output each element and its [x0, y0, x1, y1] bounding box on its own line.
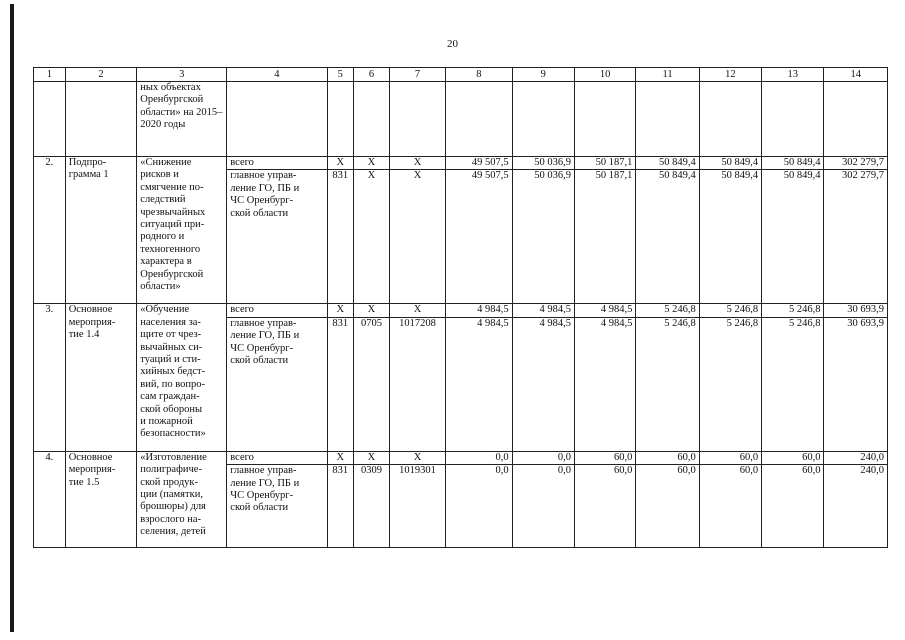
value-cell: 4 984,5 [446, 304, 512, 317]
value-cell: 5 246,8 [762, 304, 824, 317]
row-title: «Изготовление полиграфиче- ской продук- ции (памятки, брошюры) для взрослого на- селения, детей [137, 451, 227, 547]
value-cell: 4 984,5 [512, 317, 574, 451]
value-cell: 60,0 [636, 451, 699, 464]
executor-cell: главное управ- ление ГО, ПБ и ЧС Оренбург- ской области [227, 317, 327, 451]
header-cell: 6 [354, 68, 390, 82]
header-cell: 11 [636, 68, 699, 82]
code-cell: Х [389, 157, 445, 170]
value-cell: 50 036,9 [512, 157, 574, 170]
code-cell: Х [354, 451, 390, 464]
executor-cell: всего [227, 304, 327, 317]
code-cell: Х [389, 170, 445, 304]
code-cell: 831 [327, 317, 354, 451]
value-cell: 4 984,5 [574, 317, 635, 451]
scan-edge-bar [10, 4, 14, 632]
value-cell: 50 849,4 [699, 157, 761, 170]
value-cell: 60,0 [699, 451, 761, 464]
value-cell: 240,0 [824, 465, 888, 548]
value-cell: 30 693,9 [824, 317, 888, 451]
code-cell: Х [327, 157, 354, 170]
value-cell: 50 849,4 [636, 157, 699, 170]
value-cell: 5 246,8 [762, 317, 824, 451]
value-cell: 302 279,7 [824, 157, 888, 170]
value-cell: 60,0 [574, 451, 635, 464]
row-number: 3. [34, 304, 66, 451]
header-cell: 5 [327, 68, 354, 82]
row-title: «Снижение рисков и смягчение по- следствий чрезвычайных ситуаций при- родного и техногенного характера в Оренбургской области» [137, 157, 227, 304]
value-cell: 50 036,9 [512, 170, 574, 304]
continuation-row [34, 82, 888, 157]
value-cell: 60,0 [762, 465, 824, 548]
code-cell: Х [389, 304, 445, 317]
value-cell: 5 246,8 [636, 304, 699, 317]
header-cell: 9 [512, 68, 574, 82]
executor-cell: всего [227, 451, 327, 464]
code-cell: Х [389, 451, 445, 464]
header-cell: 14 [824, 68, 888, 82]
value-cell: 30 693,9 [824, 304, 888, 317]
value-cell: 49 507,5 [446, 157, 512, 170]
code-cell: 0705 [354, 317, 390, 451]
value-cell: 60,0 [636, 465, 699, 548]
value-cell: 50 849,4 [762, 170, 824, 304]
row-type: Основное мероприя- тие 1.5 [65, 451, 137, 547]
executor-cell: всего [227, 157, 327, 170]
continuation-title: ных объектах Оренбургской области» на 2015–2020 годы [137, 82, 227, 157]
code-cell: Х [354, 170, 390, 304]
value-cell: 5 246,8 [699, 304, 761, 317]
budget-table [33, 67, 888, 548]
code-cell: 831 [327, 465, 354, 548]
value-cell: 50 849,4 [699, 170, 761, 304]
value-cell: 0,0 [512, 451, 574, 464]
row-type: Подпро- грамма 1 [65, 157, 137, 304]
value-cell: 50 187,1 [574, 170, 635, 304]
code-cell: 1017208 [389, 317, 445, 451]
value-cell: 50 849,4 [762, 157, 824, 170]
value-cell: 60,0 [762, 451, 824, 464]
table-row [34, 157, 888, 170]
code-cell: 831 [327, 170, 354, 304]
header-cell: 12 [699, 68, 761, 82]
table-row [34, 451, 888, 464]
header-cell: 2 [65, 68, 137, 82]
value-cell: 4 984,5 [574, 304, 635, 317]
executor-cell: главное управ- ление ГО, ПБ и ЧС Оренбург- ской области [227, 465, 327, 548]
row-number: 2. [34, 157, 66, 304]
code-cell: 1019301 [389, 465, 445, 548]
code-cell: Х [354, 304, 390, 317]
header-cell: 1 [34, 68, 66, 82]
header-cell: 7 [389, 68, 445, 82]
value-cell: 4 984,5 [446, 317, 512, 451]
value-cell: 49 507,5 [446, 170, 512, 304]
code-cell: 0309 [354, 465, 390, 548]
header-cell: 8 [446, 68, 512, 82]
value-cell: 302 279,7 [824, 170, 888, 304]
value-cell: 60,0 [699, 465, 761, 548]
code-cell: Х [354, 157, 390, 170]
value-cell: 0,0 [512, 465, 574, 548]
header-cell: 4 [227, 68, 327, 82]
header-cell: 10 [574, 68, 635, 82]
value-cell: 4 984,5 [512, 304, 574, 317]
value-cell: 0,0 [446, 451, 512, 464]
header-cell: 3 [137, 68, 227, 82]
page-number: 20 [447, 38, 458, 50]
header-cell: 13 [762, 68, 824, 82]
value-cell: 50 849,4 [636, 170, 699, 304]
code-cell: Х [327, 451, 354, 464]
row-type: Основное мероприя- тие 1.4 [65, 304, 137, 451]
value-cell: 0,0 [446, 465, 512, 548]
value-cell: 240,0 [824, 451, 888, 464]
value-cell: 50 187,1 [574, 157, 635, 170]
table-row [34, 304, 888, 317]
row-number: 4. [34, 451, 66, 547]
value-cell: 60,0 [574, 465, 635, 548]
code-cell: Х [327, 304, 354, 317]
value-cell: 5 246,8 [699, 317, 761, 451]
header-row [34, 68, 888, 82]
executor-cell: главное управ- ление ГО, ПБ и ЧС Оренбург- ской области [227, 170, 327, 304]
row-title: «Обучение населения за- щите от чрез- вычайных си- туаций и сти- хийных бедст- вий, по вопро- сам граждан- ской обороны и пожарной безопасности» [137, 304, 227, 451]
value-cell: 5 246,8 [636, 317, 699, 451]
